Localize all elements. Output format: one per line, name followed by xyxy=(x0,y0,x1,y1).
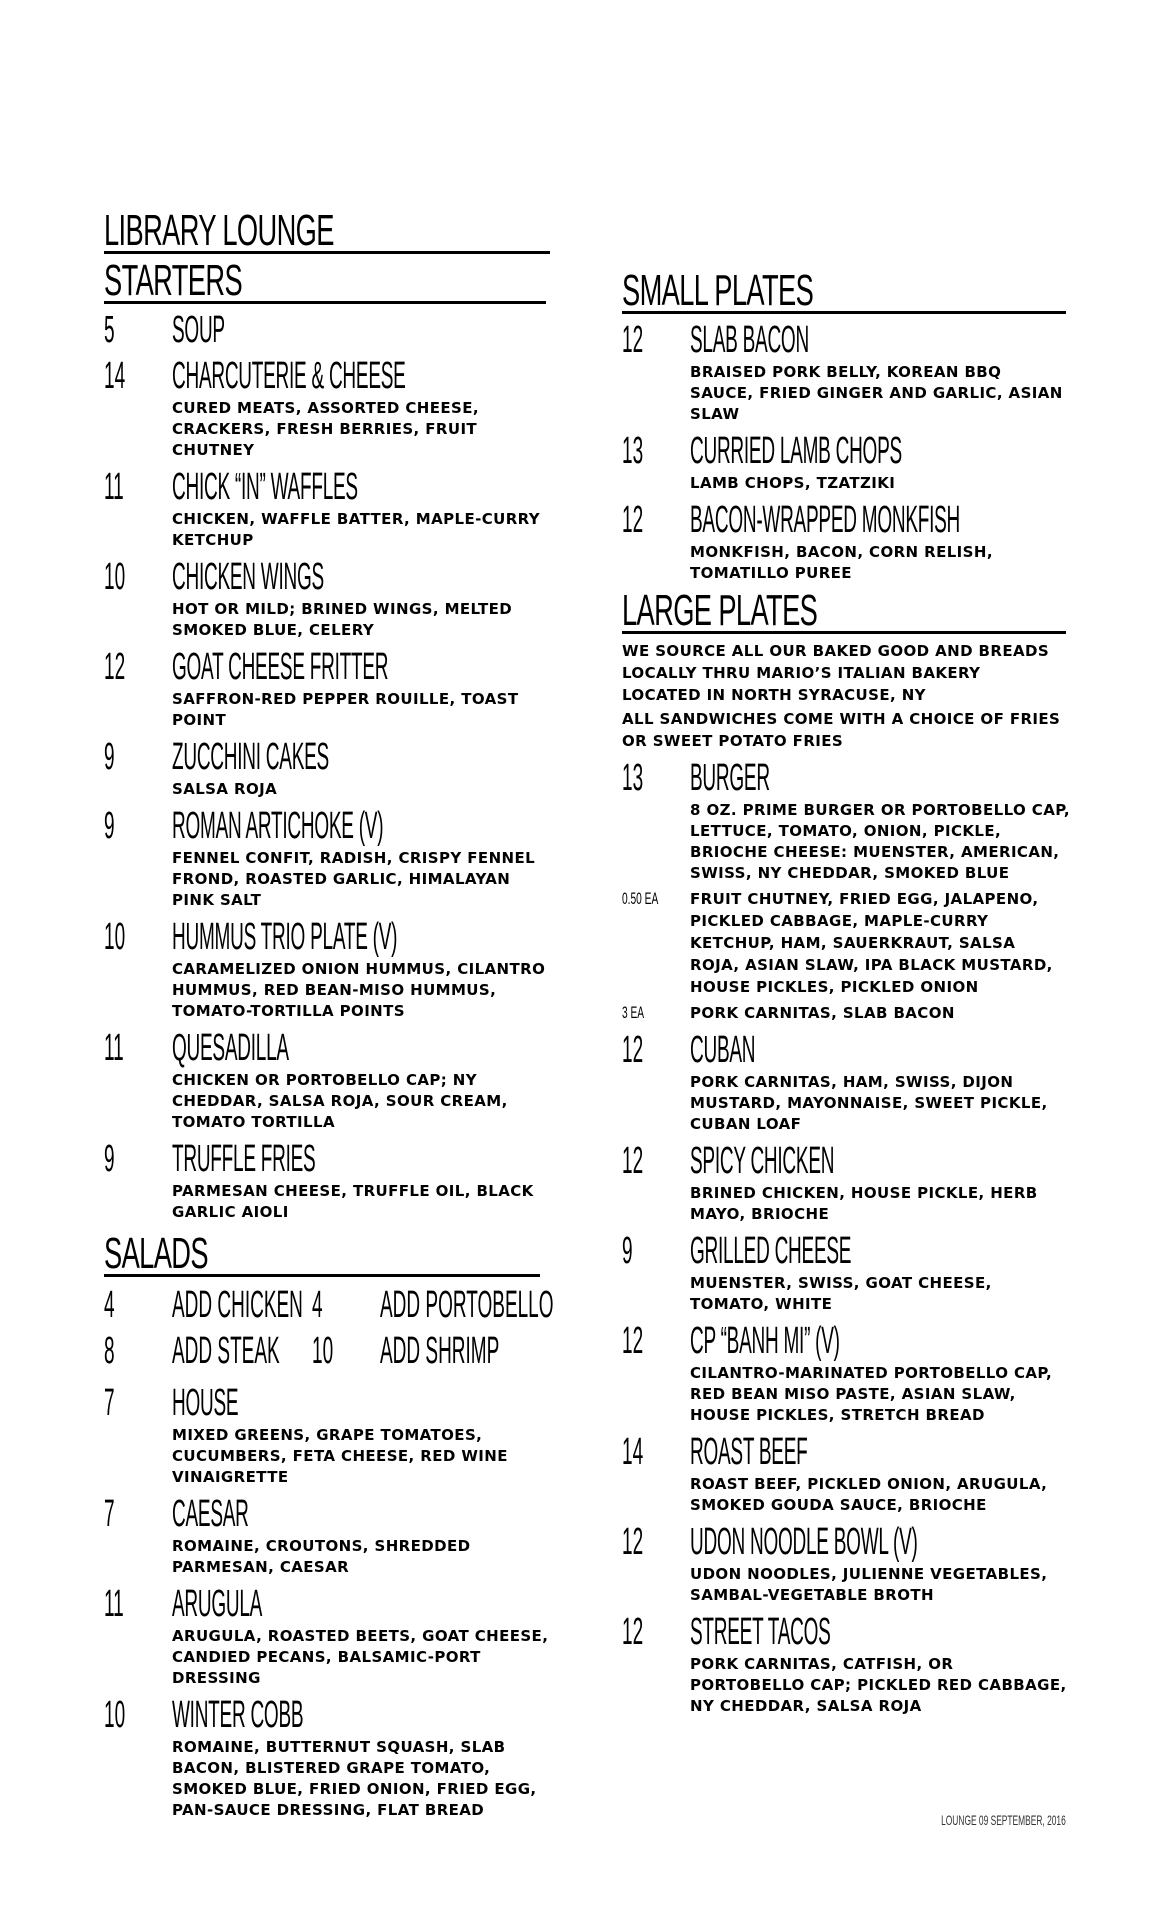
burger-extra xyxy=(622,888,1072,998)
extra-description: PORK CARNITAS, SLAB BACON xyxy=(690,1004,955,1022)
addon-name: ADD SHRIMP xyxy=(380,1330,500,1372)
menu-title xyxy=(104,206,554,255)
item-name: STREET TACOS xyxy=(690,1611,831,1653)
extra-price: 0.50 EA xyxy=(622,889,659,908)
small-plates-heading-text: SMALL PLATES xyxy=(622,266,814,315)
item-description: CURED MEATS, ASSORTED CHEESE, CRACKERS, FRESH BERRIES, FRUIT CHUTNEY xyxy=(172,399,479,459)
item-name: WINTER COBB xyxy=(172,1694,304,1736)
item-description: MUENSTER, SWISS, GOAT CHEESE, TOMATO, WHITE xyxy=(690,1274,992,1313)
item-price: 9 xyxy=(104,1138,115,1180)
item-name: CP “BANH MI” (V) xyxy=(690,1320,840,1362)
menu-item xyxy=(622,1141,1072,1225)
menu-item xyxy=(104,806,554,911)
menu-item xyxy=(104,1028,554,1133)
large-plates-heading xyxy=(622,586,1072,635)
menu-item xyxy=(622,1231,1072,1315)
item-price: 14 xyxy=(622,1431,644,1473)
small-plates-heading xyxy=(622,266,1072,315)
salads-heading xyxy=(104,1229,554,1278)
item-name: ARUGULA xyxy=(172,1583,263,1625)
fries-note: ALL SANDWICHES COME WITH A CHOICE OF FRIES OR SWEET POTATO FRIES xyxy=(622,710,1061,750)
item-description: MIXED GREENS, GRAPE TOMATOES, CUCUMBERS, FETA CHEESE, RED WINE VINAIGRETTE xyxy=(172,1426,508,1486)
item-price: 12 xyxy=(622,1140,644,1182)
menu-item xyxy=(104,1383,554,1488)
extra-description: FRUIT CHUTNEY, FRIED EGG, JALAPENO, PICKLED CABBAGE, MAPLE-CURRY KETCHUP, HAM, SAUERKRAUT, SALSA ROJA, ASIAN SLAW, IPA BLACK MUSTARD, HOUSE PICKLES, PICKLED ONION xyxy=(690,890,1053,996)
item-description: ROMAINE, CROUTONS, SHREDDED PARMESAN, CAESAR xyxy=(172,1537,471,1576)
item-name: CAESAR xyxy=(172,1493,249,1535)
salads-list xyxy=(104,1383,554,1821)
menu-item xyxy=(622,1030,1072,1135)
item-description: HOT OR MILD; BRINED WINGS, MELTED SMOKED BLUE, CELERY xyxy=(172,600,513,639)
item-name: UDON NOODLE BOWL (V) xyxy=(690,1521,918,1563)
menu-item xyxy=(104,1695,554,1821)
item-name: CHICKEN WINGS xyxy=(172,556,324,598)
item-price: 12 xyxy=(622,1029,644,1071)
item-description: PORK CARNITAS, CATFISH, OR PORTOBELLO CAP; PICKLED RED CABBAGE, NY CHEDDAR, SALSA ROJA xyxy=(690,1655,1067,1715)
menu-item xyxy=(622,1321,1072,1426)
item-description: LAMB CHOPS, TZATZIKI xyxy=(690,474,896,492)
bakery-note: WE SOURCE ALL OUR BAKED GOOD AND BREADS LOCALLY THRU MARIO’S ITALIAN BAKERY LOCATED IN NORTH SYRACUSE, NY xyxy=(622,642,1050,704)
menu-item xyxy=(622,1432,1072,1516)
item-price: 12 xyxy=(622,1521,644,1563)
menu-item xyxy=(622,320,1072,425)
menu-item xyxy=(622,500,1072,584)
extra-price: 3 EA xyxy=(622,1003,645,1022)
item-name: CURRIED LAMB CHOPS xyxy=(690,430,902,472)
item-description: UDON NOODLES, JULIENNE VEGETABLES, SAMBAL-VEGETABLE BROTH xyxy=(690,1565,1048,1604)
menu-item xyxy=(104,557,554,641)
item-price: 13 xyxy=(622,757,644,799)
item-description: MONKFISH, BACON, CORN RELISH, TOMATILLO PUREE xyxy=(690,543,993,582)
item-price: 10 xyxy=(104,556,126,598)
menu-item xyxy=(104,1139,554,1223)
item-description: 8 OZ. PRIME BURGER OR PORTOBELLO CAP, LETTUCE, TOMATO, ONION, PICKLE, BRIOCHE CHEESE: MUENSTER, AMERICAN, SWISS, NY CHEDDAR, SMOKED BLUE xyxy=(690,801,1070,882)
menu-item xyxy=(104,737,554,800)
item-price: 9 xyxy=(622,1230,633,1272)
addon-price: 4 xyxy=(104,1284,115,1326)
item-name: TRUFFLE FRIES xyxy=(172,1138,316,1180)
item-price: 5 xyxy=(104,309,115,351)
item-name: ROAST BEEF xyxy=(690,1431,808,1473)
item-description: BRINED CHICKEN, HOUSE PICKLE, HERB MAYO, BRIOCHE xyxy=(690,1184,1038,1223)
item-price: 11 xyxy=(104,1027,124,1069)
item-description: PARMESAN CHEESE, TRUFFLE OIL, BLACK GARLIC AIOLI xyxy=(172,1182,534,1221)
item-name: HOUSE xyxy=(172,1382,239,1424)
menu-item xyxy=(104,467,554,551)
right-column xyxy=(622,266,1072,1717)
addon-name: ADD CHICKEN xyxy=(172,1284,303,1326)
item-name: SLAB BACON xyxy=(690,319,809,361)
menu-title-text: LIBRARY LOUNGE xyxy=(104,206,334,255)
item-name: CHICK “IN” WAFFLES xyxy=(172,466,358,508)
item-name: HUMMUS TRIO PLATE (V) xyxy=(172,916,398,958)
starters-heading xyxy=(104,256,554,305)
item-description: SALSA ROJA xyxy=(172,780,278,798)
item-price: 9 xyxy=(104,805,115,847)
item-price: 12 xyxy=(622,1611,644,1653)
item-price: 11 xyxy=(104,466,124,508)
small-plates-list xyxy=(622,320,1072,584)
item-description: CILANTRO-MARINATED PORTOBELLO CAP, RED BEAN MISO PASTE, ASIAN SLAW, HOUSE PICKLES, STRETCH BREAD xyxy=(690,1364,1053,1424)
item-description: BRAISED PORK BELLY, KOREAN BBQ SAUCE, FRIED GINGER AND GARLIC, ASIAN SLAW xyxy=(690,363,1063,423)
item-name: ROMAN ARTICHOKE (V) xyxy=(172,805,384,847)
menu-item xyxy=(104,356,554,461)
addon-row xyxy=(104,1331,554,1377)
item-price: 14 xyxy=(104,355,126,397)
item-description: ROAST BEEF, PICKLED ONION, ARUGULA, SMOKED GOUDA SAUCE, BRIOCHE xyxy=(690,1475,1048,1514)
menu-item xyxy=(622,431,1072,494)
footer-date: LOUNGE 09 SEPTEMBER, 2016 xyxy=(941,1812,1066,1828)
starters-heading-text: STARTERS xyxy=(104,256,243,305)
item-price: 13 xyxy=(622,430,644,472)
item-price: 10 xyxy=(104,916,126,958)
menu-item xyxy=(622,1612,1072,1717)
menu-item xyxy=(104,310,554,350)
item-name: QUESADILLA xyxy=(172,1027,289,1069)
salads-heading-text: SALADS xyxy=(104,1229,208,1278)
menu-item xyxy=(104,647,554,731)
item-description: CHICKEN, WAFFLE BATTER, MAPLE-CURRY KETCHUP xyxy=(172,510,541,549)
item-price: 10 xyxy=(104,1694,126,1736)
item-price: 12 xyxy=(622,499,644,541)
item-name: CUBAN xyxy=(690,1029,756,1071)
menu-item xyxy=(622,1522,1072,1606)
large-plates-list xyxy=(622,1030,1072,1717)
addon-name: ADD PORTOBELLO xyxy=(380,1284,554,1326)
addon-price: 8 xyxy=(104,1330,115,1372)
item-description: PORK CARNITAS, HAM, SWISS, DIJON MUSTARD, MAYONNAISE, SWEET PICKLE, CUBAN LOAF xyxy=(690,1073,1048,1133)
item-name: BACON-WRAPPED MONKFISH xyxy=(690,499,961,541)
addon-price: 10 xyxy=(312,1330,334,1372)
item-description: FENNEL CONFIT, RADISH, CRISPY FENNEL FROND, ROASTED GARLIC, HIMALAYAN PINK SALT xyxy=(172,849,536,909)
burger-extra xyxy=(622,1002,1072,1024)
item-name: ZUCCHINI CAKES xyxy=(172,736,329,778)
menu-item xyxy=(104,1584,554,1689)
item-price: 7 xyxy=(104,1382,115,1424)
item-price: 12 xyxy=(104,646,126,688)
addon-name: ADD STEAK xyxy=(172,1330,280,1372)
item-name: CHARCUTERIE & CHEESE xyxy=(172,355,406,397)
left-column xyxy=(104,206,554,1821)
item-price: 12 xyxy=(622,1320,644,1362)
addon-price: 4 xyxy=(312,1284,323,1326)
item-price: 9 xyxy=(104,736,115,778)
item-name: GRILLED CHEESE xyxy=(690,1230,852,1272)
item-description: CARAMELIZED ONION HUMMUS, CILANTRO HUMMUS, RED BEAN-MISO HUMMUS, TOMATO-TORTILLA POINTS xyxy=(172,960,546,1020)
item-name: SPICY CHICKEN xyxy=(690,1140,835,1182)
menu-item-burger xyxy=(622,758,1072,884)
menu-item xyxy=(104,1494,554,1578)
item-description: CHICKEN OR PORTOBELLO CAP; NY CHEDDAR, SALSA ROJA, SOUR CREAM, TOMATO TORTILLA xyxy=(172,1071,508,1131)
salad-addons xyxy=(104,1285,554,1377)
item-price: 12 xyxy=(622,319,644,361)
item-name: GOAT CHEESE FRITTER xyxy=(172,646,389,688)
item-description: ARUGULA, ROASTED BEETS, GOAT CHEESE, CANDIED PECANS, BALSAMIC-PORT DRESSING xyxy=(172,1627,549,1687)
item-description: ROMAINE, BUTTERNUT SQUASH, SLAB BACON, BLISTERED GRAPE TOMATO, SMOKED BLUE, FRIED ONION, FRIED EGG, PAN-SAUCE DRESSING, FLAT BREAD xyxy=(172,1738,537,1819)
menu-item xyxy=(104,917,554,1022)
item-description: SAFFRON-RED PEPPER ROUILLE, TOAST POINT xyxy=(172,690,519,729)
item-name: SOUP xyxy=(172,309,225,351)
item-price: 11 xyxy=(104,1583,124,1625)
item-name: BURGER xyxy=(690,757,770,799)
large-plates-heading-text: LARGE PLATES xyxy=(622,586,818,635)
starters-list xyxy=(104,310,554,1223)
addon-row xyxy=(104,1285,554,1331)
item-price: 7 xyxy=(104,1493,115,1535)
